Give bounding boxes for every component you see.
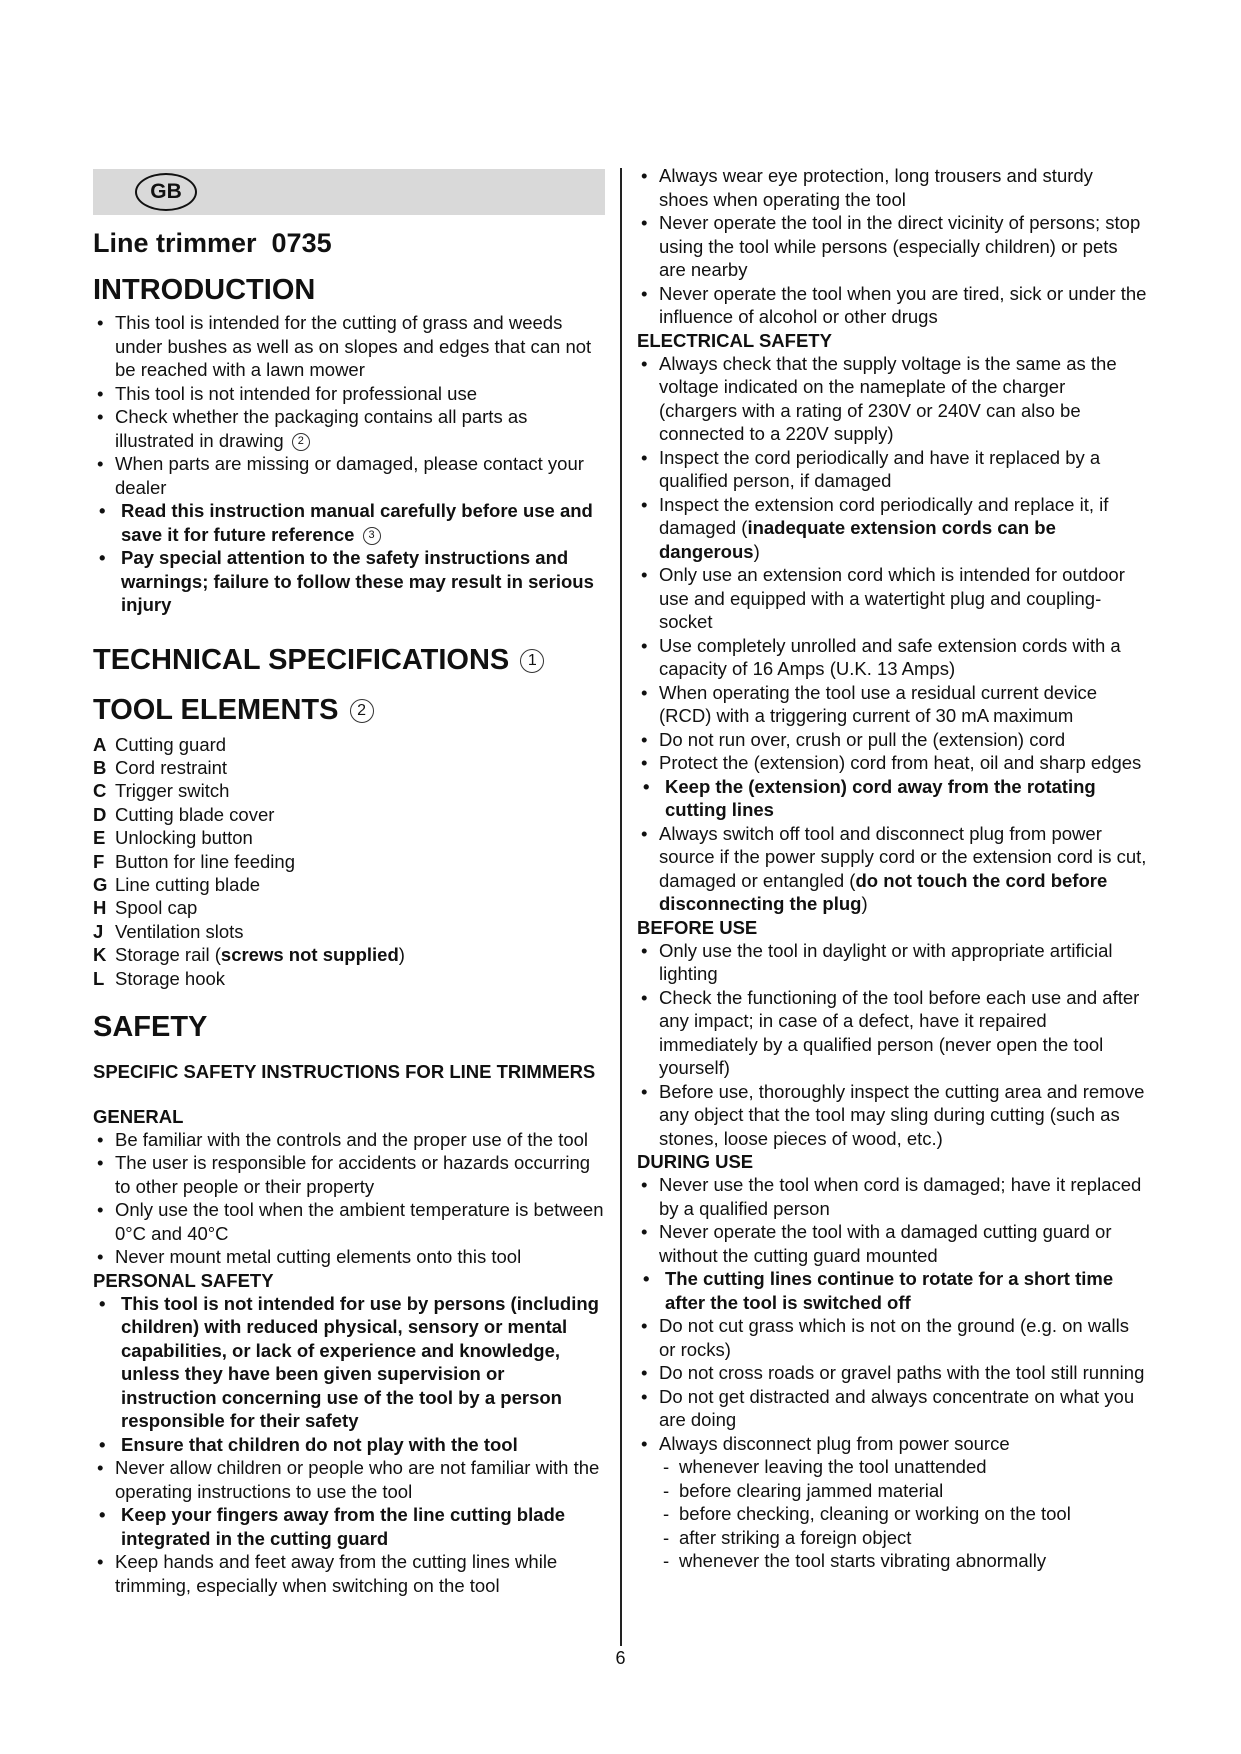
- list-item: • Never operate the tool in the direct vicinity of persons; stop using the tool while persons (especially children) or pets are nearby: [637, 211, 1147, 282]
- list-item: • This tool is intended for the cutting of grass and weeds under bushes as well as on slopes and edges that can not be reached with a lawn mower: [93, 311, 605, 382]
- list-item: • Always disconnect plug from power source: [637, 1432, 1147, 1456]
- electrical-safety-list: [637, 352, 1147, 916]
- drawing-ref-icon: 2: [292, 433, 310, 451]
- list-item: • Before use, thoroughly inspect the cutting area and remove any object that the tool may sling during cutting (such as stones, loose pieces of wood, etc.): [637, 1080, 1147, 1151]
- list-item: • Do not cut grass which is not on the ground (e.g. on walls or rocks): [637, 1314, 1147, 1361]
- list-item: • Inspect the extension cord periodically and replace it, if damaged (inadequate extension cords can be dangerous): [637, 493, 1147, 564]
- list-item: • Never operate the tool when you are tired, sick or under the influence of alcohol or other drugs: [637, 282, 1147, 329]
- sub-list-item: - before clearing jammed material: [663, 1479, 1147, 1503]
- sub-list-item: - whenever leaving the tool unattended: [663, 1455, 1147, 1479]
- list-item: L Storage hook: [93, 967, 226, 989]
- product-title: Line trimmer 0735: [93, 228, 332, 258]
- list-item: • This tool is not intended for use by persons (including children) with reduced physical, sensory or mental capabilities, or lack of experience and knowledge, unless they have been given supervision or instruction concerning use of the tool by a person responsible for their safety: [93, 1292, 605, 1433]
- list-item: • Do not get distracted and always concentrate on what you are doing: [637, 1385, 1147, 1432]
- list-item: • Only use the tool in daylight or with appropriate artificial lighting: [637, 939, 1147, 986]
- list-item: • Keep the (extension) cord away from the rotating cutting lines: [637, 775, 1147, 822]
- list-item: • Only use an extension cord which is intended for outdoor use and equipped with a watertight plug and coupling-socket: [637, 563, 1147, 634]
- list-item: • Always wear eye protection, long trousers and sturdy shoes when operating the tool: [637, 164, 1147, 211]
- sub-list-item: - after striking a foreign object: [663, 1526, 1147, 1550]
- list-item: • Keep hands and feet away from the cutting lines while trimming, especially when switching on the tool: [93, 1550, 605, 1597]
- personal-safety-heading: PERSONAL SAFETY: [93, 1269, 274, 1291]
- list-item: • Read this instruction manual carefully before use and save it for future reference 3: [93, 499, 605, 546]
- list-item: C Trigger switch: [93, 780, 230, 802]
- drawing-ref-icon: 1: [520, 649, 544, 673]
- tech-specs-heading: TECHNICAL SPECIFICATIONS 1: [93, 643, 605, 677]
- list-item: • Protect the (extension) cord from heat, oil and sharp edges: [637, 751, 1147, 775]
- sub-list-item: - whenever the tool starts vibrating abnormally: [663, 1549, 1147, 1573]
- list-item: E Unlocking button: [93, 827, 253, 849]
- list-item: • Pay special attention to the safety instructions and warnings; failure to follow these may result in serious injury: [93, 546, 605, 617]
- language-bar: [93, 169, 605, 215]
- list-item: • Check the functioning of the tool before each use and after any impact; in case of a defect, have it repaired immediately by a qualified person (never open the tool yourself): [637, 986, 1147, 1080]
- personal-safety-list-cont: [637, 164, 1147, 329]
- list-item: • Always check that the supply voltage is the same as the voltage indicated on the nameplate of the charger (chargers with a rating of 230V or 240V can also be connected to a 220V supply): [637, 352, 1147, 446]
- personal-safety-list: [93, 1292, 605, 1598]
- list-item: • Never use the tool when cord is damaged; have it replaced by a qualified person: [637, 1173, 1147, 1220]
- list-item: • Never operate the tool with a damaged cutting guard or without the cutting guard mounted: [637, 1220, 1147, 1267]
- list-item: G Line cutting blade: [93, 873, 261, 895]
- list-item: • Only use the tool when the ambient temperature is between 0°C and 40°C: [93, 1198, 605, 1245]
- list-item: J Ventilation slots: [93, 920, 244, 942]
- list-item: H Spool cap: [93, 897, 198, 919]
- list-item: • Check whether the packaging contains all parts as illustrated in drawing 2: [93, 405, 605, 452]
- disconnect-sub-list: [637, 1455, 1147, 1573]
- electrical-safety-heading: ELECTRICAL SAFETY: [637, 329, 832, 351]
- introduction-heading: INTRODUCTION: [93, 274, 316, 306]
- list-item: • Use completely unrolled and safe extension cords with a capacity of 16 Amps (U.K. 13 Amps): [637, 634, 1147, 681]
- list-item: F Button for line feeding: [93, 850, 295, 872]
- tool-elements-heading: TOOL ELEMENTS 2: [93, 693, 605, 727]
- before-use-heading: BEFORE USE: [637, 916, 758, 938]
- list-item: • Ensure that children do not play with the tool: [93, 1433, 605, 1457]
- list-item: • When parts are missing or damaged, please contact your dealer: [93, 452, 605, 499]
- page-number: 6: [615, 1648, 626, 1668]
- before-use-list: [637, 939, 1147, 1151]
- list-item: B Cord restraint: [93, 756, 228, 778]
- list-item: A Cutting guard: [93, 733, 227, 755]
- list-item: • Never allow children or people who are not familiar with the operating instructions to use the tool: [93, 1456, 605, 1503]
- list-item: • Never mount metal cutting elements onto this tool: [93, 1245, 605, 1269]
- tool-elements-list: [93, 733, 605, 990]
- drawing-ref-icon: 2: [350, 699, 374, 723]
- list-item: • Always switch off tool and disconnect plug from power source if the power supply cord or the extension cord is cut, damaged or entangled (do not touch the cord before disconnecting the plug): [637, 822, 1147, 916]
- right-column: [637, 164, 1147, 1573]
- list-item: • Inspect the cord periodically and have it replaced by a qualified person, if damaged: [637, 446, 1147, 493]
- safety-heading: SAFETY: [93, 1010, 208, 1043]
- language-badge: GB: [135, 173, 197, 211]
- during-use-list: [637, 1173, 1147, 1455]
- list-item: • When operating the tool use a residual current device (RCD) with a triggering current of 30 mA maximum: [637, 681, 1147, 728]
- column-divider: [620, 168, 622, 1646]
- list-item: • Do not run over, crush or pull the (extension) cord: [637, 728, 1147, 752]
- list-item: D Cutting blade cover: [93, 803, 275, 825]
- introduction-list: [93, 311, 605, 617]
- list-item: • Be familiar with the controls and the proper use of the tool: [93, 1128, 605, 1152]
- reference-icon: 3: [363, 527, 381, 545]
- list-item: • Do not cross roads or gravel paths with the tool still running: [637, 1361, 1147, 1385]
- specific-safety-heading: SPECIFIC SAFETY INSTRUCTIONS FOR LINE TRIMMERS: [93, 1060, 596, 1082]
- sub-list-item: - before checking, cleaning or working on the tool: [663, 1502, 1147, 1526]
- list-item: • Keep your fingers away from the line cutting blade integrated in the cutting guard: [93, 1503, 605, 1550]
- list-item: • The user is responsible for accidents or hazards occurring to other people or their property: [93, 1151, 605, 1198]
- general-list: [93, 1128, 605, 1269]
- list-item: K Storage rail (screws not supplied): [93, 944, 405, 966]
- during-use-heading: DURING USE: [637, 1151, 754, 1172]
- list-item: • The cutting lines continue to rotate for a short time after the tool is switched off: [637, 1267, 1147, 1314]
- general-heading: GENERAL: [93, 1105, 184, 1127]
- left-column: [93, 166, 605, 1597]
- list-item: • This tool is not intended for professional use: [93, 382, 605, 406]
